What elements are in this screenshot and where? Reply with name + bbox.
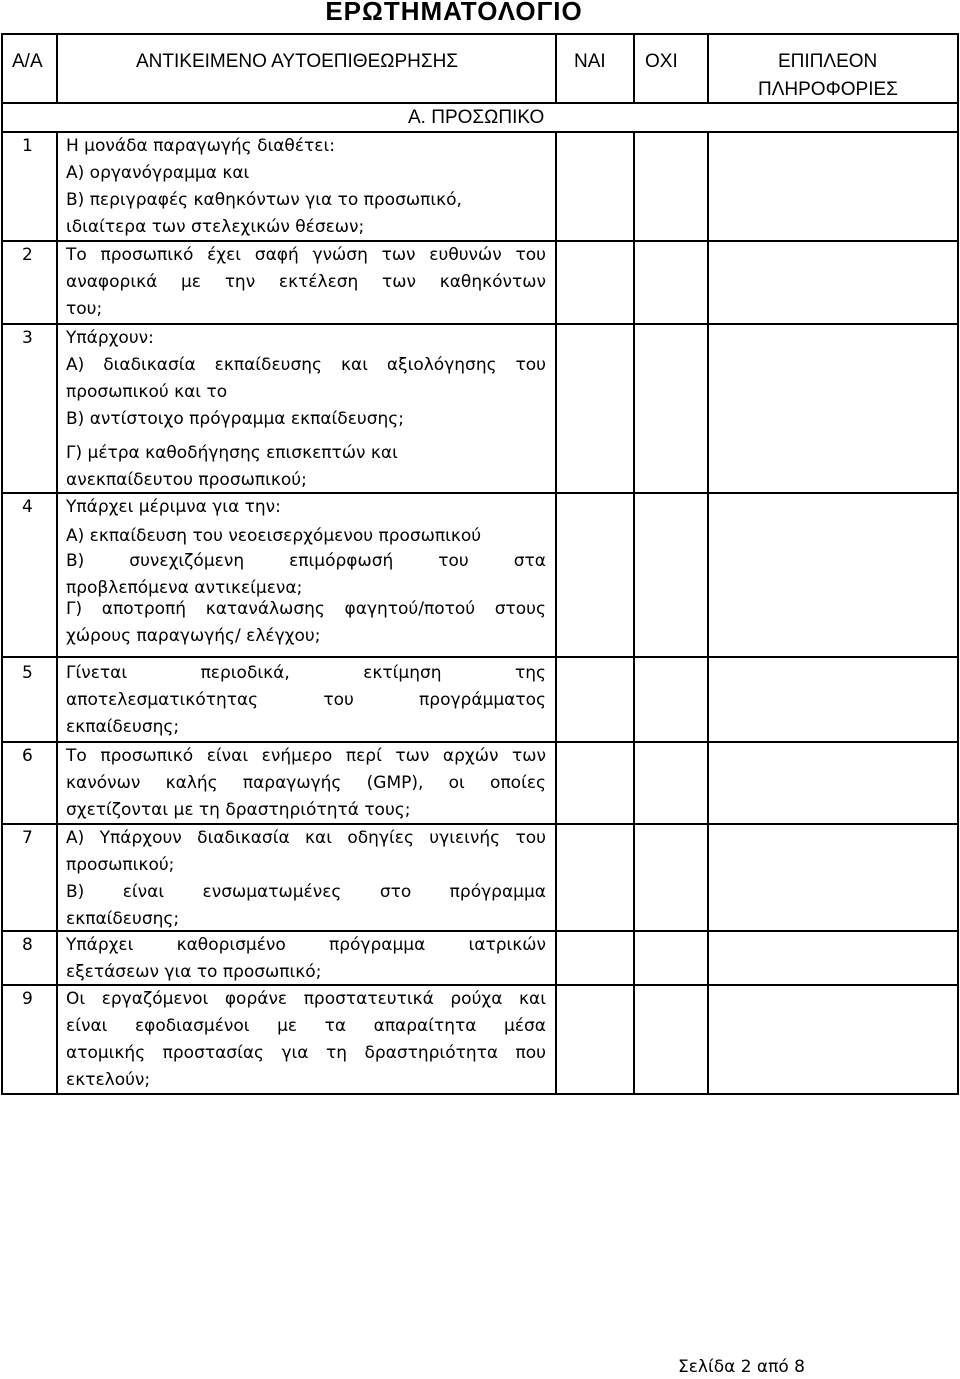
item-number: 9 — [22, 989, 33, 1009]
item-text-line: Β) περιγραφές καθηκόντων για το προσωπικό, — [66, 190, 462, 210]
item-number: 1 — [22, 136, 33, 156]
item-text-line: αποτελεσματικότητας του προγράμματος — [66, 690, 546, 710]
item-number: 4 — [22, 497, 33, 517]
item-text-line: σχετίζονται με τη δραστηριότητά τους; — [66, 800, 411, 820]
col-divider-no — [707, 132, 709, 1093]
item-text-line: αναφορικά με την εκτέλεση των καθηκόντων — [66, 272, 546, 292]
item-number: 7 — [22, 828, 33, 848]
item-text-line: ιδιαίτερα των στελεχικών θέσεων; — [66, 217, 365, 237]
header-object: ΑΝΤΙΚΕΙΜΕΝΟ ΑΥΤΟΕΠΙΘΕΩΡΗΣΗΣ — [136, 51, 459, 72]
table-border-left — [1, 33, 3, 1093]
item-text-line: του; — [66, 299, 103, 319]
item-text-line: προσωπικού; — [66, 855, 175, 875]
row-divider — [1, 656, 957, 658]
item-text-line: Β) συνεχιζόμενη επιμόρφωσή του στα — [66, 551, 546, 571]
item-text-line: Το προσωπικό έχει σαφή γνώση των ευθυνών του — [66, 245, 546, 265]
item-text-line: ατομικής προστασίας για τη δραστηριότητα που — [66, 1043, 546, 1063]
item-text-line: Γ) αποτροπή κατανάλωσης φαγητού/ποτού στους — [66, 599, 546, 619]
item-text-line: κανόνων καλής παραγωγής (GMP), οι οποίες — [66, 773, 546, 793]
document-title: ΕΡΩΤΗΜΑΤΟΛΟΓΙΟ — [325, 0, 583, 26]
item-number: 3 — [22, 328, 33, 348]
header-extra-line1: ΕΠΙΠΛΕΟΝ — [778, 51, 878, 72]
item-text-line: Α) οργανόγραμμα και — [66, 163, 250, 183]
item-text-line: Β) είναι ενσωματωμένες στο πρόγραμμα — [66, 882, 546, 902]
item-number: 5 — [22, 663, 33, 683]
item-text-line: Οι εργαζόμενοι φοράνε προστατευτικά ρούχα και — [66, 989, 546, 1009]
item-text-line: Α) εκπαίδευση του νεοεισερχόμενου προσωπικού — [66, 526, 482, 546]
table-border-right — [957, 33, 959, 1093]
col-divider-no-header — [707, 33, 709, 102]
item-text-line: προβλεπόμενα αντικείμενα; — [66, 578, 303, 598]
item-text-line: Υπάρχει καθορισμένο πρόγραμμα ιατρικών — [66, 935, 546, 955]
header-no: ΟΧΙ — [645, 51, 678, 72]
header-divider — [1, 102, 957, 104]
page-number: Σελίδα 2 από 8 — [677, 1357, 805, 1377]
item-text-line: χώρους παραγωγής/ ελέγχου; — [66, 626, 321, 646]
col-divider-yes — [633, 132, 635, 1093]
col-divider-yes-header — [633, 33, 635, 102]
section-title: Α. ΠΡΟΣΩΠΙΚΟ — [408, 107, 545, 128]
item-text-line: Γίνεται περιοδικά, εκτίμηση της — [66, 663, 546, 683]
header-extra-line2: ΠΛΗΡΟΦΟΡΙΕΣ — [758, 79, 898, 100]
item-text-line: Β) αντίστοιχο πρόγραμμα εκπαίδευσης; — [66, 409, 404, 429]
item-number: 2 — [22, 245, 33, 265]
item-text-line: Α) Υπάρχουν διαδικασία και οδηγίες υγιεινής του — [66, 828, 546, 848]
item-text-line: εκτελούν; — [66, 1070, 151, 1090]
header-aa: Α/Α — [12, 51, 43, 72]
item-text-line: ανεκπαίδευτου προσωπικού; — [66, 470, 307, 490]
col-divider-object-header — [555, 33, 557, 102]
item-text-line: εκπαίδευσης; — [66, 909, 180, 929]
item-text-line: Η μονάδα παραγωγής διαθέτει: — [66, 136, 335, 156]
item-number: 6 — [22, 746, 33, 766]
col-divider-aa — [56, 132, 58, 1093]
item-text-line: Α) διαδικασία εκπαίδευσης και αξιολόγησης του — [66, 355, 546, 375]
col-divider-object — [555, 132, 557, 1093]
header-yes: ΝΑΙ — [574, 51, 606, 72]
item-text-line: Το προσωπικό είναι ενήμερο περί των αρχών των — [66, 746, 546, 766]
col-divider-aa-header — [56, 33, 58, 102]
item-text-line: Γ) μέτρα καθοδήγησης επισκεπτών και — [66, 443, 398, 463]
table-border-top — [1, 33, 957, 35]
item-text-line: Υπάρχει μέριμνα για την: — [66, 497, 281, 517]
item-number: 8 — [22, 935, 33, 955]
item-text-line: Υπάρχουν: — [66, 328, 154, 348]
item-text-line: προσωπικού και το — [66, 382, 228, 402]
item-text-line: είναι εφοδιασμένοι με τα απαραίτητα μέσα — [66, 1016, 546, 1036]
item-text-line: εκπαίδευσης; — [66, 717, 180, 737]
item-text-line: εξετάσεων για το προσωπικό; — [66, 962, 322, 982]
